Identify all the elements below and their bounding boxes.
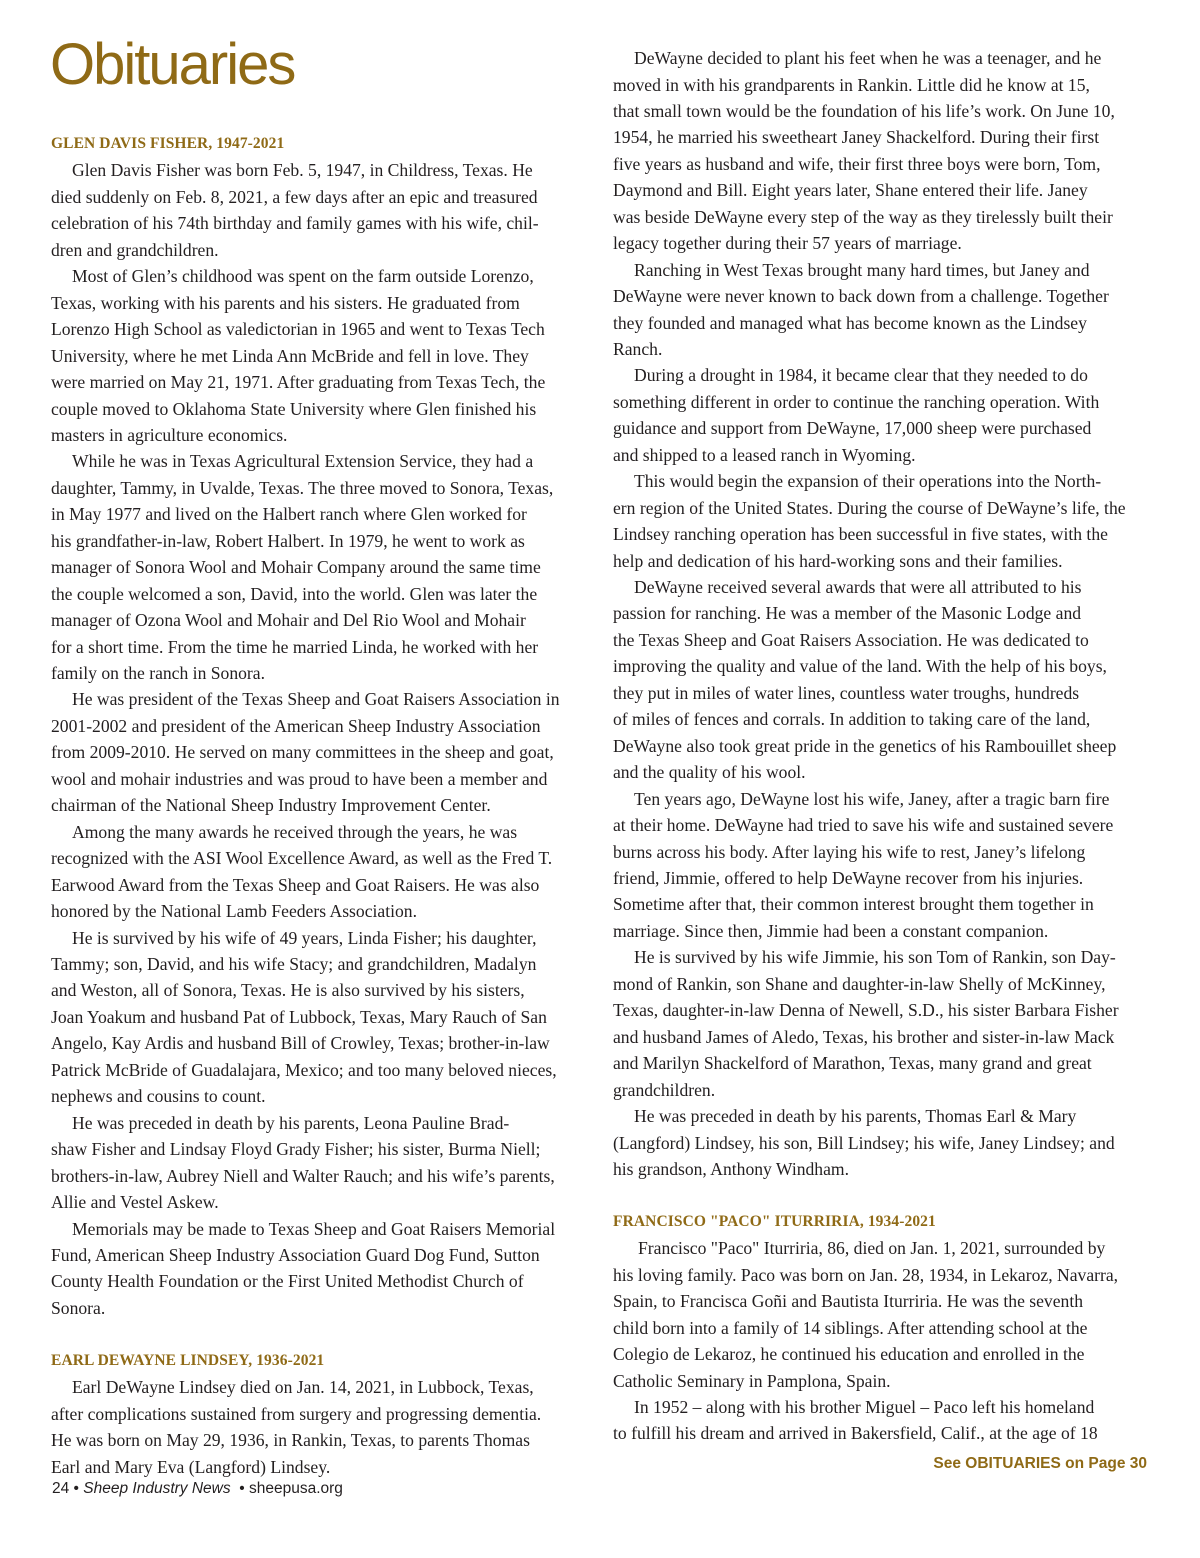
site-url[interactable]: sheepusa.org [248, 1480, 343, 1497]
text-line: Spain, to Francisca Goñi and Bautista Iturriria. He was the seventh [613, 1291, 1084, 1312]
text-line: County Health Foundation or the First United Methodist Church of [51, 1271, 524, 1292]
text-line: ern region of the United States. During the course of DeWayne’s life, the [613, 497, 1126, 518]
text-line: his grandfather-in-law, Robert Halbert. In 1979, he went to work as [51, 530, 525, 551]
text-line: He is survived by his wife Jimmie, his son Tom of Rankin, son Day- [634, 947, 1116, 968]
text-line: couple moved to Oklahoma State University where Glen finished his [51, 398, 537, 419]
text-line: marriage. Since then, Jimmie had been a constant companion. [613, 920, 1049, 941]
text-line: and husband James of Aledo, Texas, his brother and sister-in-law Mack [613, 1026, 1115, 1047]
text-line: Ten years ago, DeWayne lost his wife, Janey, after a tragic barn fire [634, 788, 1110, 809]
text-line: guidance and support from DeWayne, 17,000 sheep were purchased [613, 418, 1092, 439]
text-line: and Weston, all of Sonora, Texas. He is also survived by his sisters, [51, 980, 525, 1001]
text-line: He was preceded in death by his parents, Thomas Earl & Mary [634, 1106, 1077, 1126]
text-line: Memorials may be made to Texas Sheep and Goat Raisers Memorial [72, 1218, 556, 1239]
text-line: Francisco "Paco" Iturriria, 86, died on Jan. 1, 2021, surrounded by [638, 1238, 1106, 1259]
text-line: died suddenly on Feb. 8, 2021, a few days after an epic and treasured [51, 186, 538, 207]
text-line: Lindsey ranching operation has been successful in five states, with the [613, 524, 1108, 545]
text-line: Fund, American Sheep Industry Association Guard Dog Fund, Sutton [51, 1244, 540, 1265]
text-line: University, where he met Linda Ann McBride and fell in love. They [51, 345, 529, 366]
text-line: Daymond and Bill. Eight years later, Shane entered their life. Janey [613, 180, 1088, 201]
text-line: that small town would be the foundation of his life’s work. On June 10, [613, 100, 1115, 121]
page-footer: 24 • Sheep Industry News • sheepusa.org [52, 1480, 343, 1497]
text-line: and shipped to a leased ranch in Wyoming. [613, 444, 916, 465]
text-line: was beside DeWayne every step of the way as they tirelessly built their [613, 206, 1113, 227]
text-line: moved in with his grandparents in Rankin. Little did he know at 15, [613, 74, 1090, 95]
text-line: Glen Davis Fisher was born Feb. 5, 1947, in Childress, Texas. He [72, 160, 533, 181]
text-line: dren and grandchildren. [51, 239, 219, 260]
text-line: passion for ranching. He was a member of the Masonic Lodge and [613, 603, 1082, 624]
text-line: his grandson, Anthony Windham. [613, 1158, 849, 1179]
obituary-heading: EARL DEWAYNE LINDSEY, 1936-2021 [51, 1351, 325, 1369]
text-line: Tammy; son, David, and his wife Stacy; and grandchildren, Madalyn [51, 953, 537, 974]
text-line: In 1952 – along with his brother Miguel – Paco left his homeland [634, 1397, 1095, 1417]
text-line: During a drought in 1984, it became clear that they needed to do [634, 365, 1088, 386]
text-line: friend, Jimmie, offered to help DeWayne recover from his injuries. [613, 867, 1084, 888]
text-line: of miles of fences and corrals. In addition to taking care of the land, [613, 709, 1091, 730]
text-line: DeWayne received several awards that were all attributed to his [634, 577, 1082, 597]
text-line: He was president of the Texas Sheep and Goat Raisers Association in [72, 689, 560, 710]
text-line: celebration of his 74th birthday and family games with his wife, chil- [51, 213, 539, 234]
text-line: in May 1977 and lived on the Halbert ranch where Glen worked for [51, 504, 527, 525]
text-line: something different in order to continue the ranching operation. With [613, 391, 1100, 412]
continuation-text: See OBITUARIES on Page 30 [933, 1455, 1147, 1472]
text-line: Most of Glen’s childhood was spent on the farm outside Lorenzo, [72, 266, 534, 287]
text-line: Lorenzo High School as valedictorian in 1965 and went to Texas Tech [51, 319, 545, 340]
page-title: Obituaries [50, 32, 295, 97]
text-line: shaw Fisher and Lindsay Floyd Grady Fisher; his sister, Burma Niell; [51, 1139, 541, 1160]
text-line: Ranching in West Texas brought many hard times, but Janey and [634, 259, 1090, 280]
text-line: 1954, he married his sweetheart Janey Shackelford. During their first [613, 127, 1100, 148]
text-line: Joan Yoakum and husband Pat of Lubbock, Texas, Mary Rauch of San [51, 1006, 547, 1027]
text-line: and Marilyn Shackelford of Marathon, Texas, many grand and great [613, 1053, 1092, 1074]
text-line: Colegio de Lekaroz, he continued his education and enrolled in the [613, 1344, 1085, 1364]
text-line: 2001-2002 and president of the American Sheep Industry Association [51, 715, 541, 736]
text-line: masters in agriculture economics. [51, 424, 288, 445]
text-line: honored by the National Lamb Feeders Association. [51, 901, 417, 921]
text-line: wool and mohair industries and was proud to have been a member and [51, 768, 548, 789]
text-line: for a short time. From the time he married Linda, he worked with her [51, 636, 539, 657]
text-line: Earl and Mary Eva (Langford) Lindsey. [51, 1456, 331, 1477]
text-line: Angelo, Kay Ardis and husband Bill of Crowley, Texas; brother-in-law [51, 1033, 550, 1054]
text-line: Earwood Award from the Texas Sheep and Goat Raisers. He was also [51, 874, 540, 895]
text-line: He is survived by his wife of 49 years, Linda Fisher; his daughter, [72, 927, 537, 948]
text-line: DeWayne also took great pride in the genetics of his Rambouillet sheep [613, 735, 1117, 756]
text-line: Allie and Vestel Askew. [51, 1192, 219, 1212]
text-line: family on the ranch in Sonora. [51, 663, 266, 683]
text-line: were married on May 21, 1971. After graduating from Texas Tech, the [51, 372, 546, 392]
text-line: Catholic Seminary in Pamplona, Spain. [613, 1370, 891, 1391]
text-line: chairman of the National Sheep Industry Improvement Center. [51, 795, 491, 816]
text-line: recognized with the ASI Wool Excellence Award, as well as the Fred T. [51, 848, 553, 869]
text-line: and the quality of his wool. [613, 762, 806, 783]
text-line: He was born on May 29, 1936, in Rankin, Texas, to parents Thomas [51, 1430, 530, 1450]
text-line: child born into a family of 14 siblings. After attending school at the [613, 1317, 1088, 1338]
obituary-heading: GLEN DAVIS FISHER, 1947-2021 [51, 135, 285, 152]
text-line: (Langford) Lindsey, his son, Bill Lindsey; his wife, Janey Lindsey; and [613, 1132, 1115, 1153]
text-line: brothers-in-law, Aubrey Niell and Walter Rauch; and his wife’s parents, [51, 1165, 555, 1186]
text-line: the couple welcomed a son, David, into the world. Glen was later the [51, 583, 538, 604]
text-line: the Texas Sheep and Goat Raisers Association. He was dedicated to [613, 629, 1089, 650]
text-line: his loving family. Paco was born on Jan. 28, 1934, in Lekaroz, Navarra, [613, 1264, 1119, 1285]
obituary-heading: FRANCISCO "PACO" ITURRIRIA, 1934-2021 [613, 1212, 936, 1230]
text-line: DeWayne were never known to back down from a challenge. Together [613, 286, 1109, 306]
text-line: at their home. DeWayne had tried to save his wife and sustained severe [613, 815, 1114, 835]
text-line: Among the many awards he received through the years, he was [72, 821, 518, 842]
page-number: 24 [52, 1480, 70, 1497]
text-line: Sonora. [51, 1297, 106, 1318]
text-line: manager of Ozona Wool and Mohair and Del Rio Wool and Mohair [51, 610, 526, 631]
text-line: legacy together during their 57 years of marriage. [613, 233, 962, 254]
text-line: Texas, working with his parents and his sisters. He graduated from [51, 292, 520, 313]
text-line: manager of Sonora Wool and Mohair Company around the same time [51, 557, 541, 578]
text-line: burns across his body. After laying his wife to rest, Janey’s lifelong [613, 841, 1086, 862]
text-line: He was preceded in death by his parents, Leona Pauline Brad- [72, 1112, 510, 1133]
text-line: Ranch. [613, 338, 663, 359]
text-line: Earl DeWayne Lindsey died on Jan. 14, 2021, in Lubbock, Texas, [72, 1377, 534, 1398]
text-line: to fulfill his dream and arrived in Bakersfield, Calif., at the age of 18 [613, 1423, 1098, 1444]
text-line: mond of Rankin, son Shane and daughter-in-law Shelly of McKinney, [613, 973, 1106, 994]
text-line: five years as husband and wife, their first three boys were born, Tom, [613, 153, 1101, 174]
text-line: after complications sustained from surgery and progressing dementia. [51, 1403, 542, 1424]
text-line: daughter, Tammy, in Uvalde, Texas. The three moved to Sonora, Texas, [51, 477, 554, 498]
text-line: nephews and cousins to count. [51, 1086, 266, 1107]
text-line: from 2009-2010. He served on many committees in the sheep and goat, [51, 742, 554, 763]
publication-name: Sheep Industry News [83, 1480, 231, 1497]
text-line: improving the quality and value of the land. With the help of his boys, [613, 656, 1107, 677]
continuation-note[interactable] [933, 1455, 1147, 1473]
text-line: grandchildren. [613, 1079, 716, 1100]
text-line: While he was in Texas Agricultural Extension Service, they had a [72, 451, 534, 472]
text-line: help and dedication of his hard-working sons and their families. [613, 550, 1063, 571]
text-line: Texas, daughter-in-law Denna of Newell, S.D., his sister Barbara Fisher [613, 1000, 1119, 1021]
text-line: Patrick McBride of Guadalajara, Mexico; and too many beloved nieces, [51, 1059, 557, 1080]
text-line: they put in miles of water lines, countless water troughs, hundreds [613, 682, 1080, 703]
text-line: This would begin the expansion of their operations into the North- [634, 471, 1102, 492]
text-line: Sometime after that, their common interest brought them together in [613, 894, 1094, 915]
text-line: they founded and managed what has become known as the Lindsey [613, 312, 1087, 333]
text-line: DeWayne decided to plant his feet when he was a teenager, and he [634, 48, 1102, 68]
